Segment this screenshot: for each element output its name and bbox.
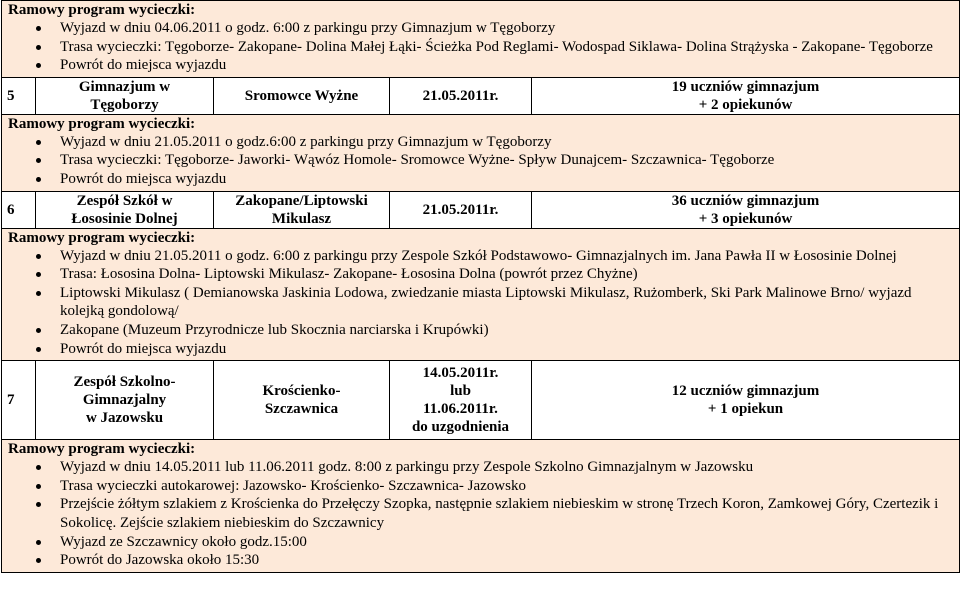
trip-number xyxy=(2,191,36,228)
program-item: Powrót do Jazowska około 15:30 xyxy=(8,551,955,570)
program-item: Wyjazd w dniu 14.05.2011 lub 11.06.2011 godz. 8:00 z parkingu przy Zespole Szkolno Gimnazjalnym w Jazowsku xyxy=(8,458,955,477)
trip-description-row xyxy=(2,1,960,78)
cell-line: Gimnazjum w xyxy=(78,78,171,95)
cell-line: Sromowce Wyżne xyxy=(244,87,359,104)
destination-cell xyxy=(214,191,390,228)
trip-description-row xyxy=(2,114,960,191)
trip-number xyxy=(2,77,36,114)
program-list xyxy=(8,247,955,359)
cell-line: Zespół Szkół w xyxy=(76,192,173,209)
cell-line: Mikulasz xyxy=(271,210,332,227)
program-list xyxy=(8,19,955,75)
cell-line: Szczawnica xyxy=(264,401,339,418)
program-item: Powrót do miejsca wyjazdu xyxy=(8,56,955,75)
date-cell xyxy=(390,191,532,228)
program-heading: Ramowy program wycieczki: xyxy=(8,441,196,458)
program-list xyxy=(8,458,955,570)
trip-description xyxy=(2,228,960,361)
trip-row-7 xyxy=(2,361,960,440)
participants-cell xyxy=(532,191,960,228)
program-item: Przejście żółtym szlakiem z Krościenka do Przełęczy Szopka, następnie szlakiem niebieskim w stronę Trzech Koron, Zamkowej Góry, Czertezik i Sokolicę. Zejście szlakiem niebieskim do Szczawnicy xyxy=(8,495,955,532)
school-cell xyxy=(36,77,214,114)
program-item: Wyjazd ze Szczawnicy około godz.15:00 xyxy=(8,533,955,552)
program-item: Trasa wycieczki autokarowej: Jazowsko- Krościenko- Szczawnica- Jazowsko xyxy=(8,477,955,496)
program-item: Wyjazd w dniu 21.05.2011 o godz.6:00 z parkingu przy Gimnazjum w Tęgoborzy xyxy=(8,133,955,152)
trip-description-row xyxy=(2,440,960,573)
participants-cell xyxy=(532,361,960,440)
program-heading: Ramowy program wycieczki: xyxy=(8,2,196,18)
program-item: Trasa wycieczki: Tęgoborze- Jaworki- Wąwóz Homole- Sromowce Wyżne- Spływ Dunajcem- Szczawnica- Tęgoborze xyxy=(8,151,955,170)
cell-line: + 2 opiekunów xyxy=(698,96,793,113)
cell-line: 11.06.2011r. xyxy=(423,401,498,418)
trip-description xyxy=(2,1,960,78)
trip-description-row xyxy=(2,228,960,361)
cell-line: 14.05.2011r. xyxy=(422,365,499,382)
program-item: Liptowski Mikulasz ( Demianowska Jaskinia Lodowa, zwiedzanie miasta Liptowski Mikulasz, Rużomberk, Ski Park Malinowe Brno/ wyjazd kolejką gondolową/ xyxy=(8,284,955,321)
trip-schedule-table xyxy=(1,0,960,573)
destination-cell xyxy=(214,77,390,114)
cell-line: + 3 opiekunów xyxy=(698,210,793,227)
cell-line: Gimnazjalny xyxy=(82,392,167,409)
school-cell xyxy=(36,191,214,228)
participants-cell xyxy=(532,77,960,114)
cell-line: Zespół Szkolno- xyxy=(73,374,176,391)
program-item: Wyjazd w dniu 04.06.2011 o godz. 6:00 z parkingu przy Gimnazjum w Tęgoborzy xyxy=(8,19,955,38)
cell-line: 36 uczniów gimnazjum xyxy=(671,192,820,209)
trip-row-6 xyxy=(2,191,960,228)
school-cell xyxy=(36,361,214,440)
cell-line: w Jazowsku xyxy=(85,410,164,427)
cell-line: 21.05.2011r. xyxy=(422,87,499,104)
cell-line: Krościenko- xyxy=(262,383,341,400)
program-heading: Ramowy program wycieczki: xyxy=(8,229,196,246)
program-item: Trasa: Łososina Dolna- Liptowski Mikulasz- Zakopane- Łososina Dolna (powrót przez Chyżne) xyxy=(8,265,955,284)
cell-line: 12 uczniów gimnazjum xyxy=(671,383,820,400)
cell-text: 7 xyxy=(7,392,15,409)
cell-line: Zakopane/Liptowski xyxy=(235,192,368,209)
cell-line: Tęgoborzy xyxy=(90,96,159,113)
program-item: Powrót do miejsca wyjazdu xyxy=(8,340,955,359)
trip-row-5 xyxy=(2,77,960,114)
cell-line: Łososinie Dolnej xyxy=(71,210,178,227)
cell-text: 6 xyxy=(7,201,15,218)
trip-description xyxy=(2,114,960,191)
cell-line: 21.05.2011r. xyxy=(422,201,499,218)
date-cell xyxy=(390,361,532,440)
trip-description xyxy=(2,440,960,573)
cell-line: + 1 opiekun xyxy=(707,401,784,418)
program-item: Wyjazd w dniu 21.05.2011 o godz. 6:00 z parkingu przy Zespole Szkół Podstawowo- Gimnazjalnych im. Jana Pawła II w Łososinie Dolnej xyxy=(8,247,955,266)
cell-text: 5 xyxy=(7,87,15,104)
program-item: Powrót do miejsca wyjazdu xyxy=(8,170,955,189)
destination-cell xyxy=(214,361,390,440)
cell-line: 19 uczniów gimnazjum xyxy=(671,78,820,95)
cell-line: do uzgodnienia xyxy=(411,419,510,436)
date-cell xyxy=(390,77,532,114)
program-item: Zakopane (Muzeum Przyrodnicze lub Skocznia narciarska i Krupówki) xyxy=(8,321,955,340)
trip-number xyxy=(2,361,36,440)
program-list xyxy=(8,133,955,189)
cell-line: lub xyxy=(450,383,471,400)
program-heading: Ramowy program wycieczki: xyxy=(8,115,196,132)
program-item: Trasa wycieczki: Tęgoborze- Zakopane- Dolina Małej Łąki- Ścieżka Pod Reglami- Wodospad Siklawa- Dolina Strążyska - Zakopane- Tęgoborze xyxy=(8,38,955,57)
